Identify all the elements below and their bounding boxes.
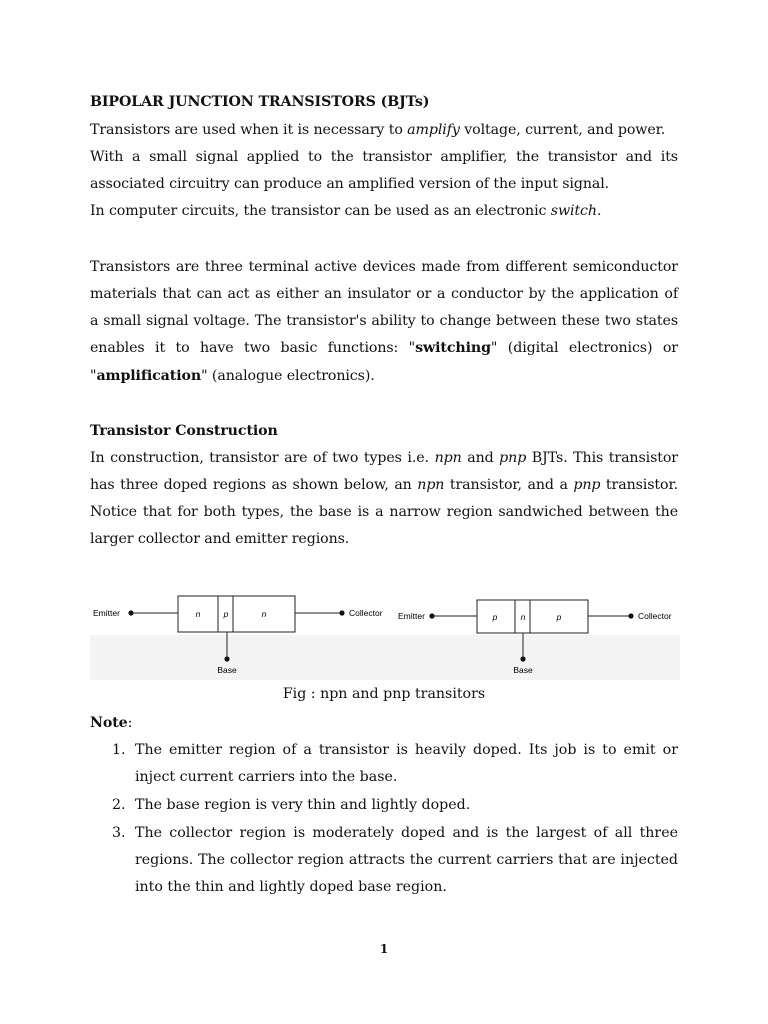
p3-line-3: Notice that for both types, the base is a narrow region sandwiched between the: [90, 504, 678, 520]
pnp-collector-label: Collector: [638, 611, 672, 621]
p2-line-5: "amplification" (analogue electronics).: [90, 368, 375, 384]
p2-line-3: a small signal voltage. The transistor's ability to change between these two states: [90, 313, 678, 329]
p1-line-1: Transistors are used when it is necessary to amplify voltage, current, and power.: [90, 122, 666, 138]
transistor-figure: [90, 585, 680, 680]
npn-region-3: n: [261, 609, 267, 619]
npn-base-terminal: [224, 656, 229, 661]
note-heading: Note:: [90, 715, 133, 731]
npn-base-label: Base: [217, 665, 237, 675]
note-3-line-1: The collector region is moderately doped and is the largest of all three: [135, 825, 678, 841]
npn-collector-label: Collector: [349, 608, 383, 618]
p3-line-2: has three doped regions as shown below, an npn transistor, and a pnp transistor.: [90, 477, 678, 493]
pnp-collector-terminal: [628, 613, 633, 618]
npn-emitter-label: Emitter: [93, 608, 120, 618]
p3-line-4: larger collector and emitter regions.: [90, 531, 350, 547]
note-3-number: 3.: [112, 825, 126, 841]
note-3-line-2: regions. The collector region attracts the current carriers that are injected: [135, 852, 678, 868]
note-3-line-3: into the thin and lightly doped base region.: [135, 879, 447, 895]
p3-line-1: In construction, transistor are of two types i.e. npn and pnp BJTs. This transistor: [90, 450, 678, 466]
note-2-line-1: The base region is very thin and lightly doped.: [135, 797, 471, 813]
pnp-base-terminal: [520, 656, 525, 661]
npn-region-1: n: [195, 609, 201, 619]
p2-line-4: enables it to have two basic functions: "switching" (digital electronics) or: [90, 340, 678, 356]
note-1-number: 1.: [112, 742, 126, 758]
npn-region-2: p: [223, 609, 229, 619]
p2-line-2: materials that can act as either an insulator or a conductor by the application of: [90, 286, 678, 302]
figure-caption: Fig : npn and pnp transitors: [282, 686, 486, 702]
npn-collector-terminal: [339, 610, 344, 615]
section-heading: Transistor Construction: [90, 423, 278, 439]
pnp-region-3: p: [556, 612, 562, 622]
p1-line-3: associated circuitry can produce an amplified version of the input signal.: [90, 176, 610, 192]
pnp-region-1: p: [492, 612, 498, 622]
pnp-region-2: n: [520, 612, 526, 622]
pnp-base-label: Base: [513, 665, 533, 675]
p1-line-2: With a small signal applied to the transistor amplifier, the transistor and its: [90, 149, 678, 165]
note-1-line-1: The emitter region of a transistor is heavily doped. Its job is to emit or: [135, 742, 678, 758]
page-number: 1: [379, 942, 389, 956]
main-heading: BIPOLAR JUNCTION TRANSISTORS (BJTs): [90, 94, 430, 110]
p2-line-1: Transistors are three terminal active devices made from different semiconductor: [90, 259, 678, 275]
note-1-line-2: inject current carriers into the base.: [135, 769, 398, 785]
note-2-number: 2.: [112, 797, 126, 813]
p1-line-4: In computer circuits, the transistor can be used as an electronic switch.: [90, 203, 602, 219]
pnp-emitter-label: Emitter: [398, 611, 425, 621]
